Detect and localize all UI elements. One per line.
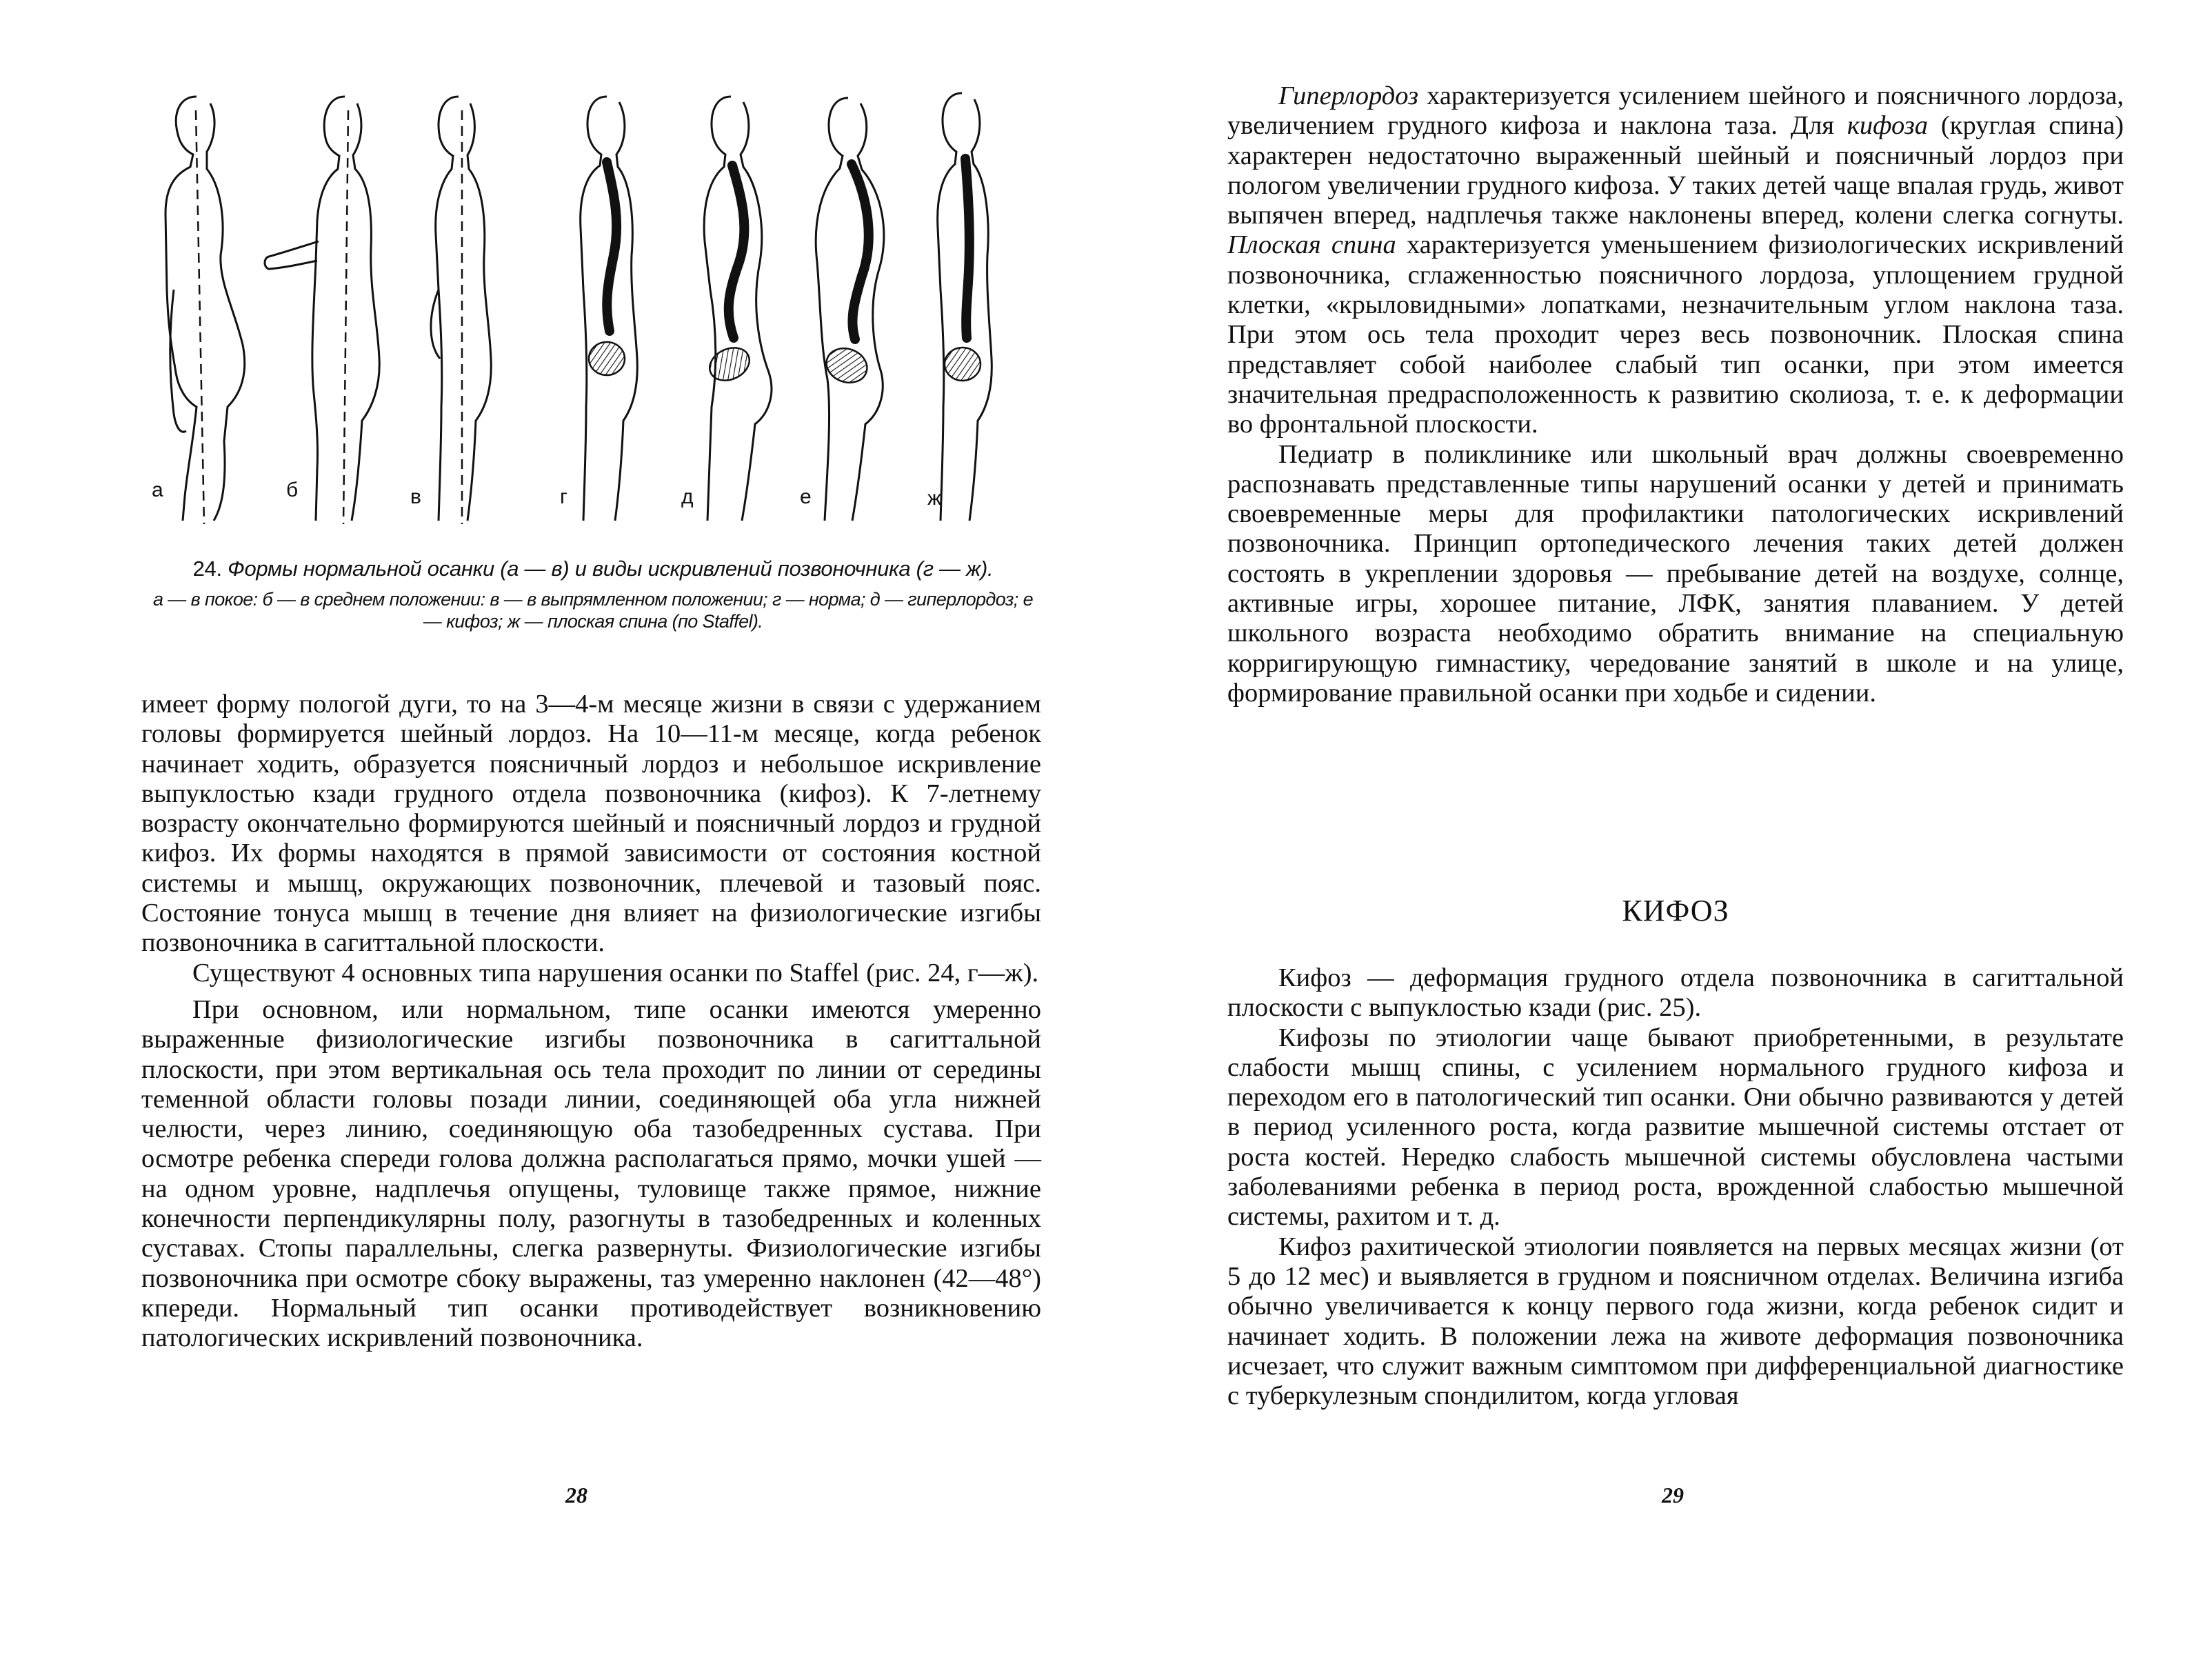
right-paragraph-1: [1227, 81, 2124, 440]
figure-caption: [138, 555, 1048, 632]
left-paragraph-1: имеет форму пологой дуги, то на 3—4-м месяце жизни в связи с удержанием головы формируется шейный лордоз. На 10—11-м месяце, когда ребенок начинает ходить, образуется поясничный лордоз и небольшое искривление выпуклостью кзади грудного отдела позвоночника (кифоз). К 7-летнему возрасту окончательно формируются шейный и поясничный лордоз и грудной кифоз. Их формы находятся в прямой зависимости от состояния костной системы и мышц, окружающих позвоночник, плечевой и тазовый пояс. Состояние тонуса мышц в течение дня влияет на физиологические изгибы позвоночника в сагиттальной плоскости.: [141, 690, 1041, 958]
left-paragraph-2: Существуют 4 основных типа нарушения осанки по Staffel (рис. 24, г—ж).: [192, 958, 1039, 988]
term-flat-back: Плоская спина: [1227, 230, 1396, 260]
figure-zh-silhouette: [938, 93, 992, 521]
figure-letter-b: б: [286, 479, 299, 501]
term-hyperlordosis: Гиперлордоз: [1278, 81, 1419, 110]
figure-g-silhouette: [581, 97, 638, 521]
right-paragraph-1-part-2: характеризуется усилением шейного и поясничного лордоза, увеличением грудного кифоза и наклона таза. Для: [1227, 81, 2124, 141]
left-page-text: [141, 690, 1041, 1354]
caption-description: а — в покое: б — в среднем положении: в — в выпрямленном положении; г — норма; д — гиперлордоз; е — кифоз; ж — плоская спина (по Staffel).: [152, 589, 1034, 632]
term-kyphosis: кифоза: [1847, 111, 1929, 141]
right-paragraph-1-part-4: (круглая спина) характерен недостаточно выраженный шейный и поясничный лордоз при пологом увеличении грудного кифоза. У таких детей чаще впалая грудь, живот выпячен вперед, надплечья также наклонены вперед, колени слегка согнуты.: [1227, 111, 2124, 230]
figure-b-silhouette: [265, 97, 379, 524]
right-paragraph-2: Педиатр в поликлинике или школьный врач должны своевременно распознавать представленные типы нарушений осанки у детей и принимать своевременные меры для профилактики патологических искривлений позвоночника. Принцип ортопедического лечения таких детей должен состоять в укреплении здоровья — пребывание детей на воздухе, солнце, активные игры, хорошее питание, ЛФК, занятия плаванием. У детей школьного возраста необходимо обратить внимание на специальную корригирующую гимнастику, чередование занятий в школе и на улице, формирование правильной осанки при ходьбе и сидении.: [1227, 439, 2124, 708]
caption-title: Формы нормальной осанки (а — в) и виды искривлений позвоночника (г — ж).: [228, 557, 994, 581]
right-page-text-bottom: [1227, 963, 2124, 1411]
figure-letter-v: в: [410, 485, 421, 508]
caption-title-line: [138, 555, 1048, 583]
figure-e-silhouette: [816, 98, 884, 521]
figure-v-silhouette: [431, 97, 491, 524]
page-number-left: 28: [565, 1483, 587, 1507]
right-paragraph-3: Кифоз — деформация грудного отдела позвоночника в сагиттальной плоскости с выпуклостью кзади (рис. 25).: [1227, 963, 2124, 1023]
right-paragraph-4: Кифозы по этиологии чаще бывают приобретенными, в результате слабости мышц спины, с усилением нормального грудного кифоза и переходом его в патологический тип осанки. Они обычно развиваются у детей в период усиленного роста, когда развитие мышечной системы отстает от роста костей. Нередко слабость мышечной системы обусловлена частыми заболеваниями ребенка в период роста, врожденной слабостью мышечной системы, рахитом и т. д.: [1227, 1023, 2124, 1232]
section-heading-kyphosis: КИФОЗ: [1622, 894, 1729, 928]
posture-figure: [138, 83, 1048, 531]
caption-number: 24.: [192, 557, 222, 581]
figure-letter-d: д: [681, 485, 694, 508]
figure-letter-a: а: [152, 479, 163, 501]
figure-letter-e: е: [800, 485, 812, 508]
right-paragraph-1-part-6: характеризуется уменьшением физиологических искривлений позвоночника, сглаженностью поясничного лордоза, уплощением грудной клетки, «крыловидными» лопатками, незначительным углом наклона таза. При этом ось тела проходит через весь позвоночник. Плоская спина представляет собой наиболее слабый тип осанки, при этом имеется значительная предрасположенность к развитию сколиоза, т. е. к деформации во фронтальной плоскости.: [1227, 230, 2124, 439]
figure-d-silhouette: [704, 97, 772, 521]
right-paragraph-5: Кифоз рахитической этиологии появляется на первых месяцах жизни (от 5 до 12 мес) и выявляется в грудном и поясничном отделах. Величина изгиба обычно увеличивается к концу первого года жизни, когда ребенок сидит и начинает ходить. В положении лежа на животе деформация позвоночника исчезает, что служит важным симптомом при дифференциальной диагностике с туберкулезным спондилитом, когда угловая: [1227, 1232, 2124, 1411]
figure-a-silhouette: [165, 97, 245, 524]
figure-letter-zh: ж: [927, 487, 942, 510]
right-page-text-top: [1227, 81, 2124, 708]
figure-letter-g: г: [560, 485, 567, 508]
left-paragraph-3: При основном, или нормальном, типе осанки имеются умеренно выраженные физиологические изгибы позвоночника в сагиттальной плоскости, при этом вертикальная ось тела проходит по линии от середины теменной области головы позади линии, соединяющей оба угла нижней челюсти, через линию, соединяющую оба тазобедренных сустава. При осмотре ребенка спереди голова должна располагаться прямо, мочки ушей — на одном уровне, надплечья опущены, туловище также прямое, нижние конечности перпендикулярны полу, разогнуты в тазобедренных и коленных суставах. Стопы параллельны, слегка развернуты. Физиологические изгибы позвоночника при осмотре сбоку выражены, таз умеренно наклонен (42—48°) кпереди. Нормальный тип осанки противодействует возникновению патологических искривлений позвоночника.: [141, 994, 1041, 1353]
posture-illustration: [138, 83, 1048, 531]
page-number-right: 29: [1662, 1483, 1684, 1507]
